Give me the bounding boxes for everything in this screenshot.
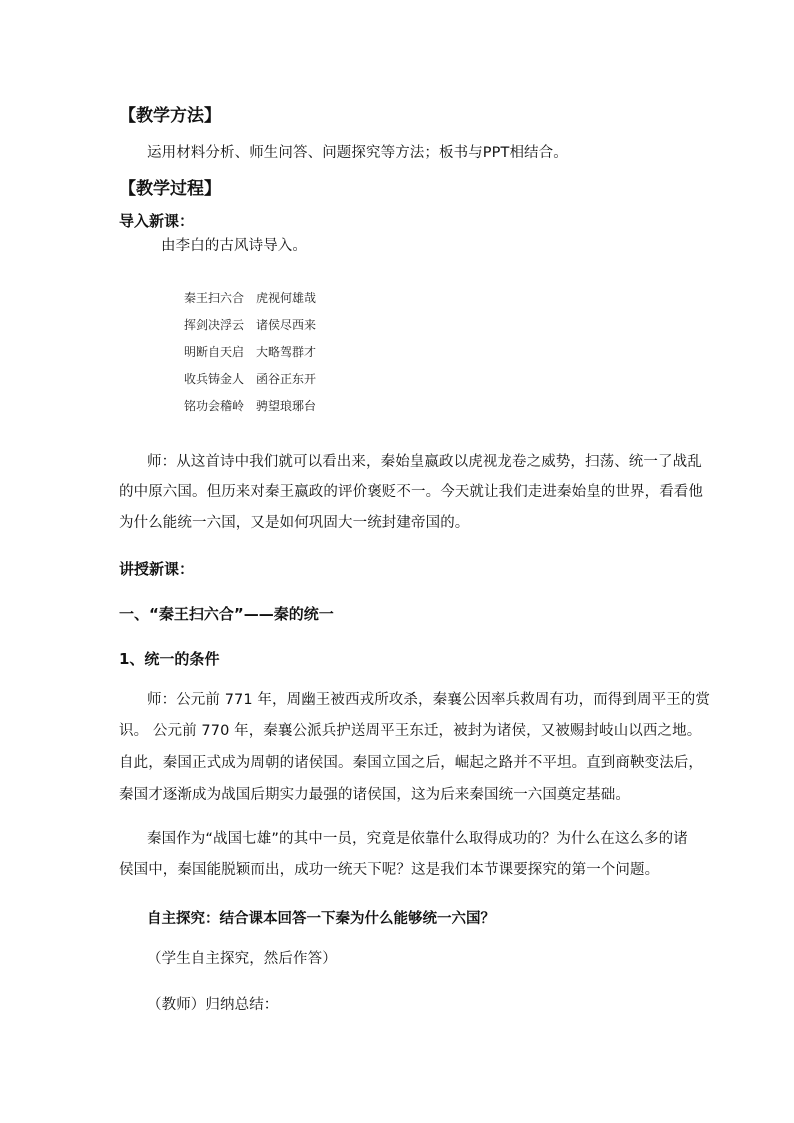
poem-verse-b: 虎视何雄哉: [256, 291, 317, 305]
poem-line: [184, 372, 317, 386]
poem-verse-b: 函谷正东开: [256, 372, 317, 386]
sub1-heading: 1、统一的条件: [119, 650, 220, 668]
poem-verse-a: 铭功会稽岭: [184, 399, 245, 413]
paragraph-line: 识。 公元前 770 年，秦襄公派兵护送周平王东迁，被封为诸侯，又被赐封岐山以西之地。: [119, 723, 702, 739]
poem-verse-b: 大略驾群才: [256, 345, 317, 359]
paragraph-line: 为什么能统一六国，又是如何巩固大一统封建帝国的。: [119, 515, 470, 531]
poem-line: [184, 399, 317, 413]
poem-verse-a: 挥剑决浮云: [184, 318, 245, 332]
poem-verse-b: 骋望琅琊台: [256, 399, 317, 413]
paragraph-line: 侯国中，秦国能脱颖而出，成功一统天下呢？这是我们本节课要探究的第一个问题。: [119, 862, 660, 878]
self-inquiry-question: 自主探究：结合课本回答一下秦为什么能够统一六国？: [147, 911, 495, 927]
paragraph-line: 师：从这首诗中我们就可以看出来，秦始皇嬴政以虎视龙卷之威势，扫荡、统一了战乱: [147, 454, 702, 470]
part1-heading: 一、“秦王扫六合”——秦的统一: [119, 605, 334, 623]
paragraph-line: 秦国才逐渐成为战国后期实力最强的诸侯国，这为后来秦国统一六国奠定基础。: [119, 787, 630, 803]
paragraph-line: 自此，秦国正式成为周朝的诸侯国。秦国立国之后，崛起之路并不平坦。直到商鞅变法后，: [119, 755, 703, 771]
poem-verse-a: 明断自天启: [184, 345, 245, 359]
poem-line: [184, 318, 317, 332]
poem-verse-a: 秦王扫六合: [184, 291, 245, 305]
process-heading: 【教学过程】: [119, 179, 221, 199]
poem-verse-b: 诸侯尽西来: [256, 318, 317, 332]
poem-verse-a: 收兵铸金人: [184, 372, 245, 386]
paragraph-line: 秦国作为“战国七雄”的其中一员，究竟是依靠什么取得成功的？为什么在这么多的诸: [147, 831, 688, 847]
teacher-summary: （教师）归纳总结：: [147, 997, 279, 1013]
paragraph-line: 的中原六国。但历来对秦王嬴政的评价褒贬不一。今天就让我们走进秦始皇的世界，看看他: [119, 484, 703, 500]
new-lesson-heading: 讲授新课：: [119, 560, 195, 578]
intro-heading: 导入新课：: [119, 212, 195, 230]
student-note: （学生自主探究，然后作答）: [147, 951, 337, 967]
method-heading: 【教学方法】: [119, 106, 221, 126]
poem-line: [184, 291, 317, 305]
poem-line: [184, 345, 317, 359]
method-text: 运用材料分析、师生问答、问题探究等方法；板书与PPT相结合。: [147, 145, 568, 161]
intro-text: 由李白的古风诗导入。: [161, 238, 307, 254]
paragraph-line: 师：公元前 771 年，周幽王被西戎所攻杀，秦襄公因率兵救周有功，而得到周平王的赏: [147, 692, 710, 708]
